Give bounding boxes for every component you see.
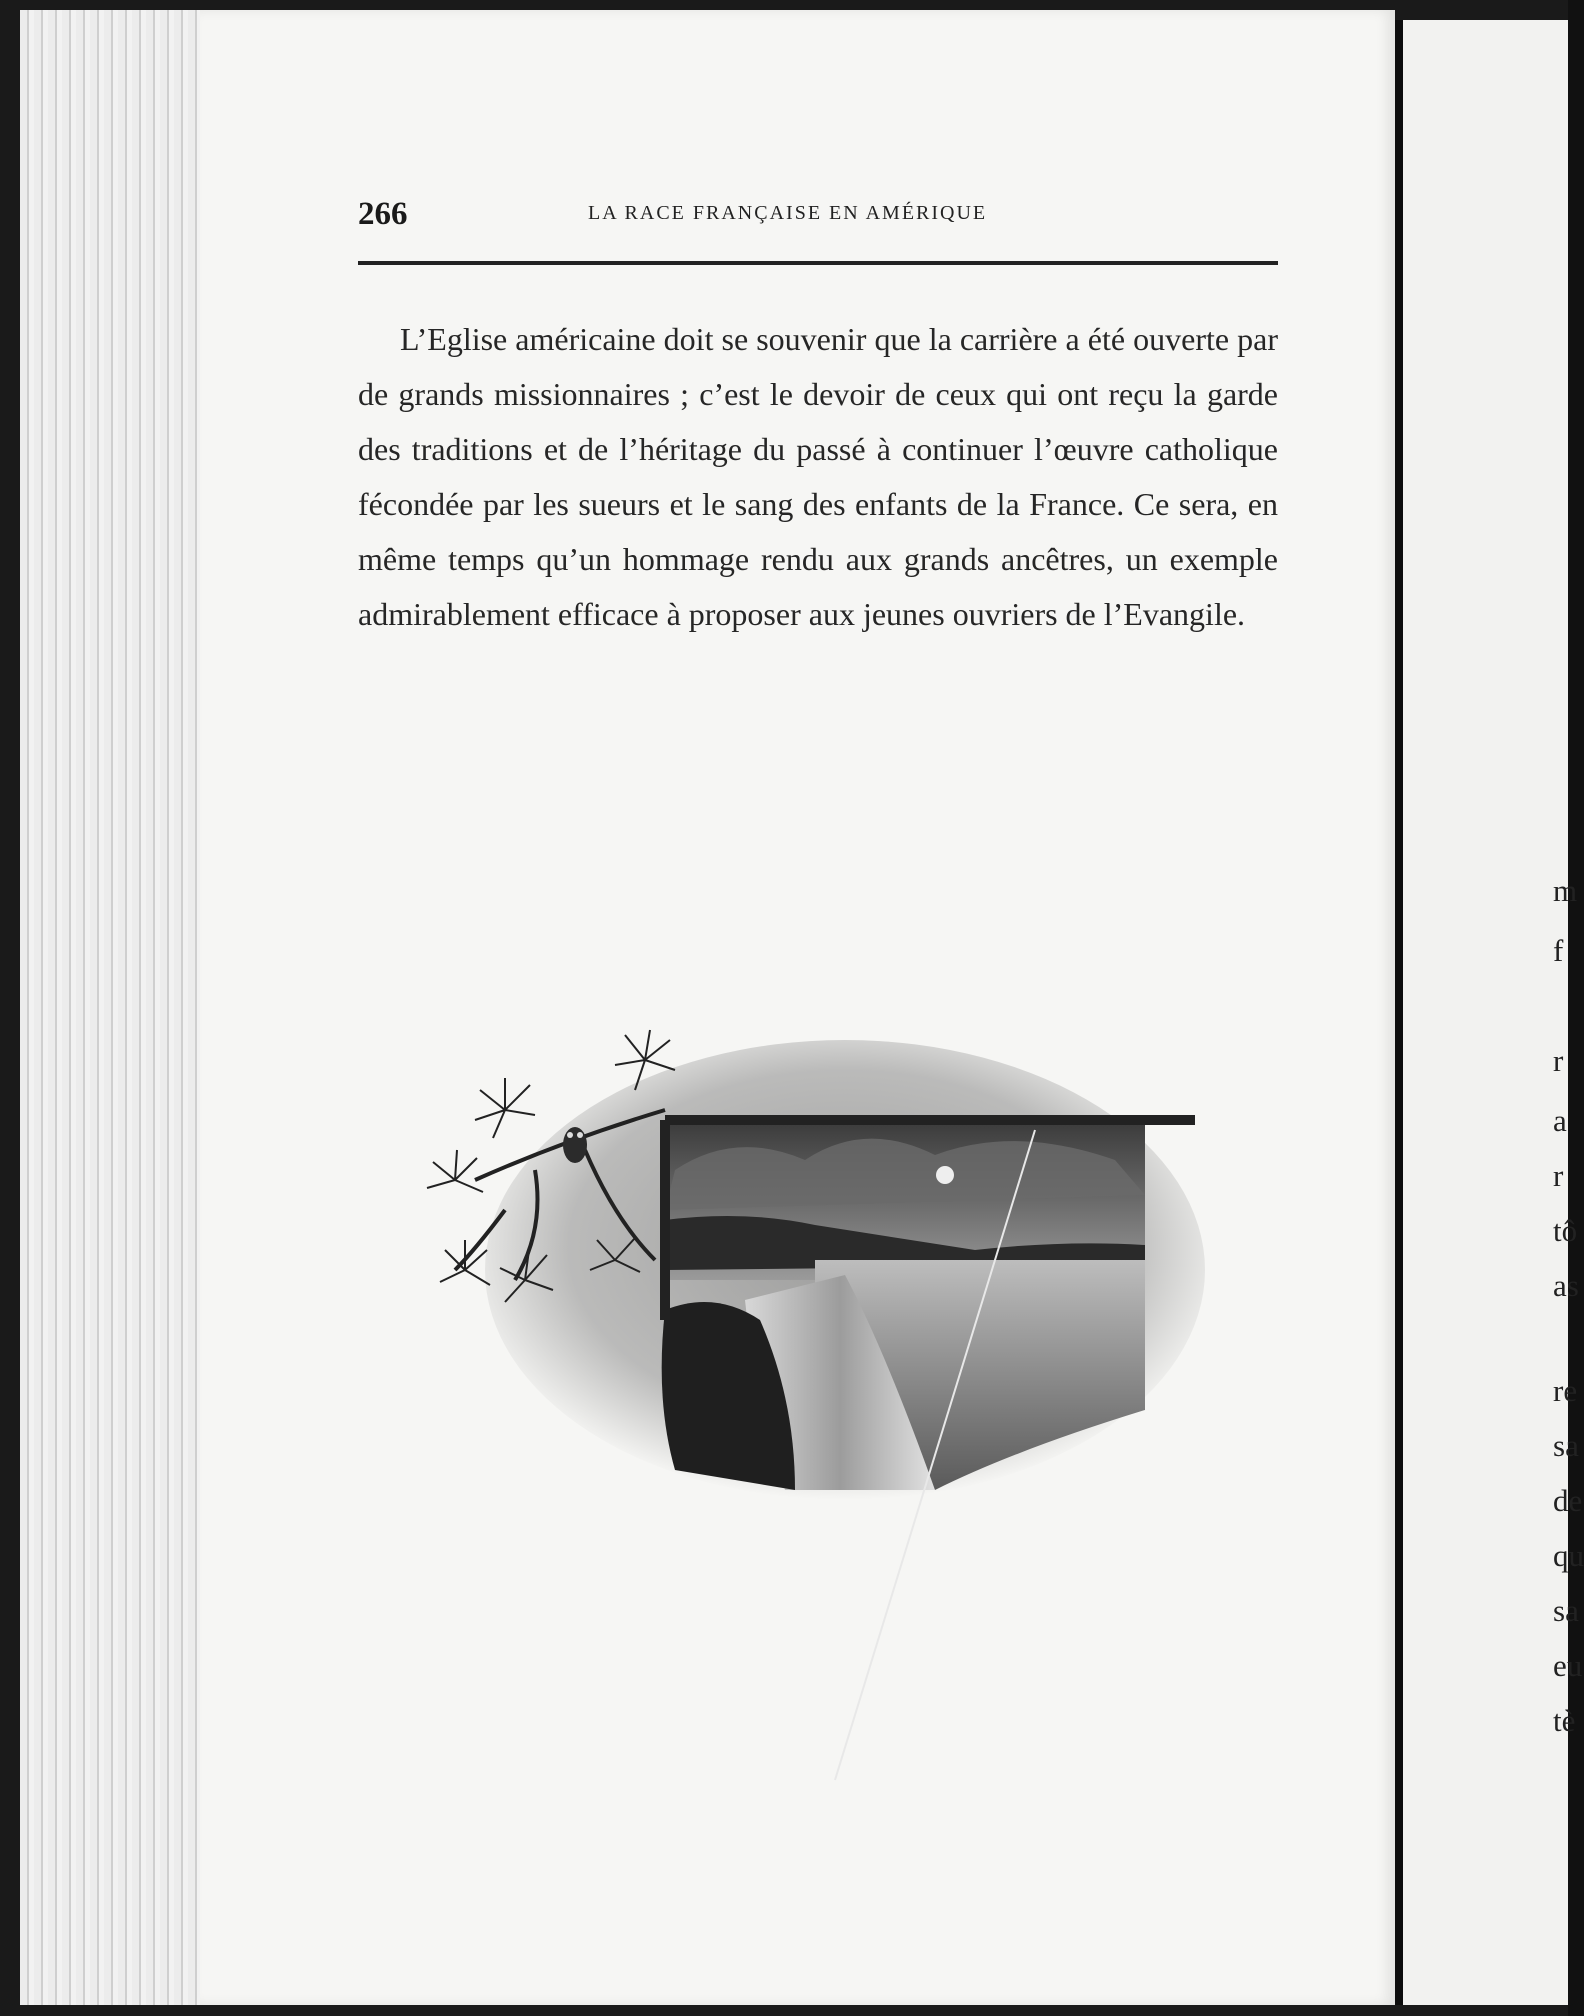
facing-fragment: sa [1553,1428,1579,1463]
facing-fragment: r [1553,1043,1564,1078]
page-number: 266 [358,196,408,232]
facing-fragment: sa [1553,1593,1579,1628]
facing-fragment: eu [1553,1648,1583,1683]
facing-page-edge [1403,20,1584,2005]
running-title: LA RACE FRANÇAISE EN AMÉRIQUE [588,202,988,224]
facing-fragment: m [1553,873,1578,908]
header-rule [358,261,1278,265]
facing-fragment: as [1553,1268,1579,1303]
facing-fragment: tô [1553,1213,1578,1248]
facing-fragment: re [1553,1373,1578,1408]
facing-fragment: qu [1553,1538,1584,1573]
facing-fragment: tè [1553,1703,1576,1738]
facing-fragment: r [1553,1158,1564,1193]
facing-fragment: f [1553,933,1564,968]
waterfall-illustration [415,1020,1215,1520]
left-page [200,10,1395,2005]
body-paragraph: L’Eglise américaine doit se souvenir que la carrière a été ouverte par de grands missionnaires ; c’est le devoir de ceux qui ont reçu la garde des traditions et de l’héritage du passé à continuer l’œuvre catholique fécondée par les sueurs et le sang des enfants de la France. Ce sera, en même temps qu’un hommage rendu aux grands ancêtres, un exemple admirablement efficace à proposer aux jeunes ouvriers de l’Evangile. [358,321,1278,632]
owl-icon [563,1127,587,1163]
moon [936,1166,954,1184]
facing-fragment: de [1553,1483,1583,1518]
page-header [358,196,1278,238]
book-gutter [1395,20,1403,2005]
facing-fragment: a [1553,1103,1567,1138]
page-edges [20,10,201,2005]
